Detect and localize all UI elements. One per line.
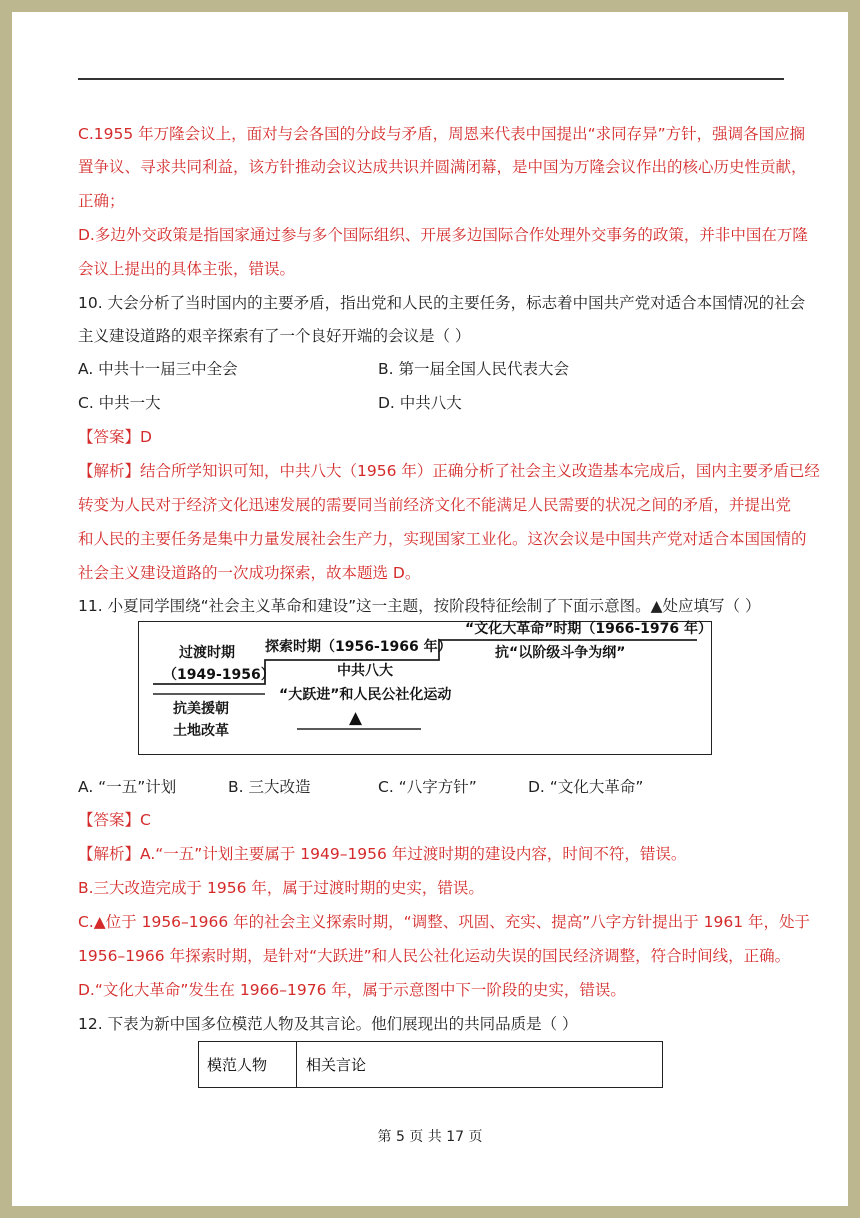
stage2-event: “大跃进”和人民公社化运动 [279,687,452,703]
q11-option-d: D. “文化大革命” [528,778,644,796]
table-header-cell: 模范人物 [199,1042,297,1087]
q10-option-d: D. 中共八大 [378,394,462,412]
q10-option-b: B. 第一届全国人民代表大会 [378,360,569,378]
q10-option-c: C. 中共一大 [78,394,161,412]
q10-analysis: 和人民的主要任务是集中力量发展社会生产力，实现国家工业化。这次会议是中国共产党对适合本国国情的 [78,530,807,548]
q10-analysis: 【解析】结合所学知识可知，中共八大（1956 年）正确分析了社会主义改造基本完成后，国内主要矛盾已经 [78,462,820,480]
q11-analysis: C.▲位于 1956–1966 年的社会主义探索时期，“调整、巩固、充实、提高”八字方针提出于 1961 年，处于 [78,913,811,931]
stage3-event: 抗“以阶级斗争为纲” [495,645,626,661]
stage2-title: 探索时期（1956-1966 年） [265,639,452,655]
text-line: 正确； [78,192,125,210]
q11-answer: 【答案】C [78,811,151,829]
stage3-title: “文化大革命”时期（1966-1976 年） [465,621,713,637]
table-header-cell: 相关言论 [306,1056,367,1074]
q12-table [198,1041,663,1088]
q11-analysis: D.“文化大革命”发生在 1966–1976 年，属于示意图中下一阶段的史实，错误。 [78,981,626,999]
question-12-stem: 12. 下表为新中国多位模范人物及其言论。他们展现出的共同品质是（ ） [78,1015,578,1033]
text-line: C.1955 年万隆会议上，面对与会各国的分歧与矛盾，周恩来代表中国提出“求同存异”方针，强调各国应搁 [78,125,806,143]
q11-option-c: C. “八字方针” [378,778,477,796]
question-11-stem: 11. 小夏同学围绕“社会主义革命和建设”这一主题，按阶段特征绘制了下面示意图。▲处应填写（ ） [78,597,761,615]
q10-analysis: 转变为人民对于经济文化迅速发展的需要同当前经济文化不能满足人民需要的状况之间的矛盾，并提出党 [78,496,792,514]
q11-analysis: B.三大改造完成于 1956 年，属于过渡时期的史实，错误。 [78,879,484,897]
stage-diagram [138,621,712,755]
stage1-event: 抗美援朝 [173,701,229,717]
stage2-event: 中共八大 [337,663,393,679]
question-10-stem: 主义建设道路的艰辛探索有了一个良好开端的会议是（ ） [78,327,471,345]
stage1-title: 过渡时期 [179,645,235,661]
stage1-event: 土地改革 [173,723,229,739]
q10-analysis: 社会主义建设道路的一次成功探索，故本题选 D。 [78,564,421,582]
text-line: 会议上提出的具体主张，错误。 [78,260,296,278]
header-rule [78,78,784,80]
q11-analysis: 1956–1966 年探索时期，是针对“大跃进”和人民公社化运动失误的国民经济调整，符合时间线，正确。 [78,947,791,965]
document-page [12,12,848,1206]
text-line: D.多边外交政策是指国家通过参与多个国际组织、开展多边国际合作处理外交事务的政策，并非中国在万隆 [78,226,808,244]
q10-answer: 【答案】D [78,428,152,446]
q11-option-a: A. “一五”计划 [78,778,177,796]
text-line: 置争议、寻求共同利益，该方针推动会议达成共识并圆满闭幕，是中国为万隆会议作出的核心历史性贡献， [78,158,807,176]
question-10-stem: 10. 大会分析了当时国内的主要矛盾，指出党和人民的主要任务，标志着中国共产党对适合本国情况的社会 [78,294,806,312]
q11-analysis: 【解析】A.“一五”计划主要属于 1949–1956 年过渡时期的建设内容，时间不符，错误。 [78,845,687,863]
blank-marker: ▲ [349,708,363,728]
q11-option-b: B. 三大改造 [228,778,311,796]
page-footer: 第 5 页 共 17 页 [377,1129,483,1145]
q10-option-a: A. 中共十一届三中全会 [78,360,238,378]
stage1-years: （1949-1956） [163,667,275,683]
